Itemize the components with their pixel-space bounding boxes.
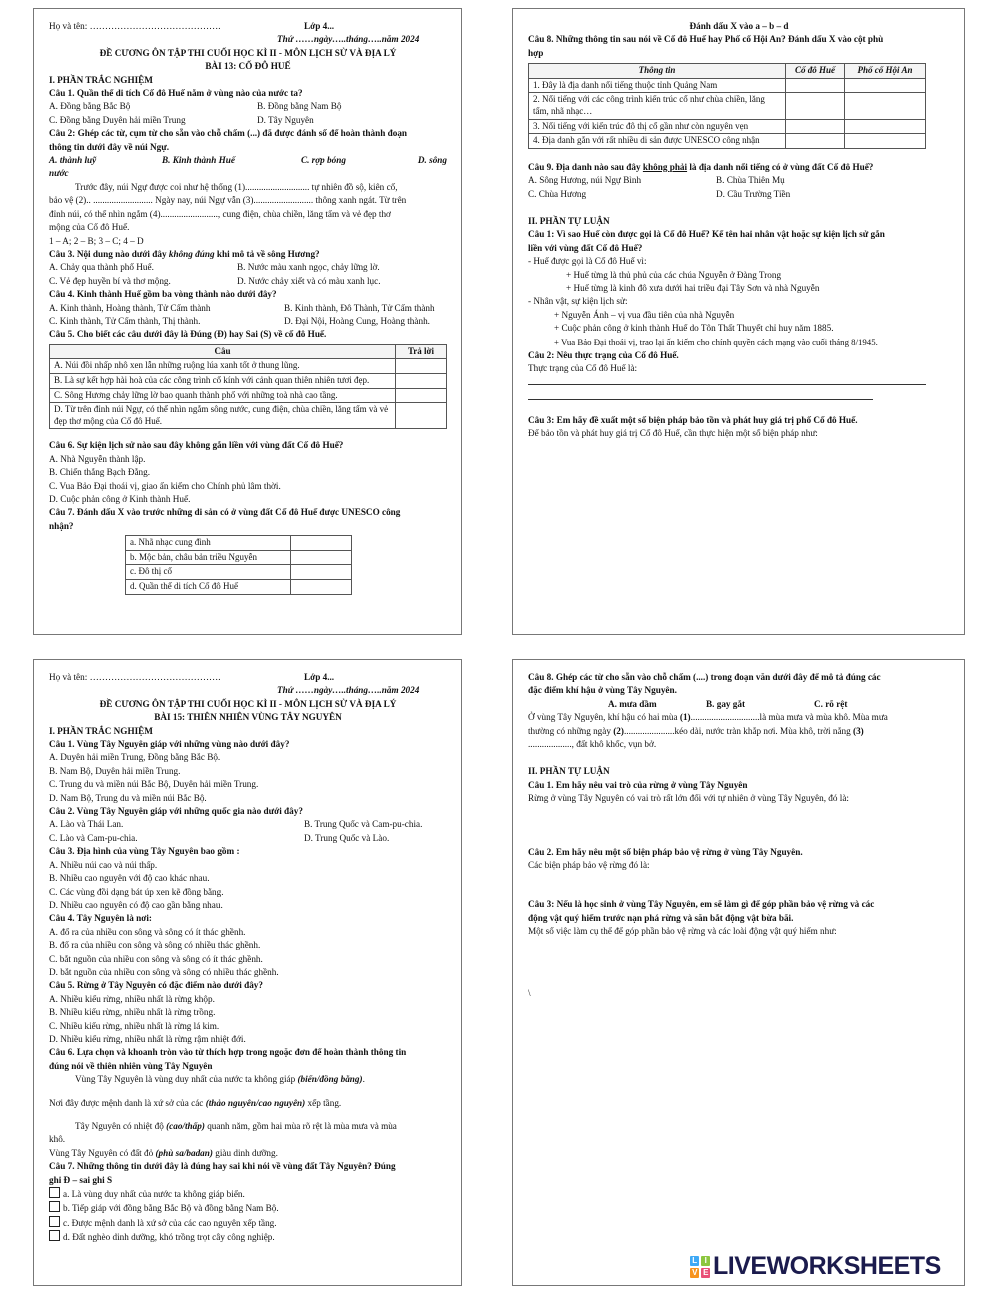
option-b[interactable]: B. Nam Bộ, Duyên hải miền Trung. bbox=[49, 765, 181, 776]
answer-prompt: Thực trạng của Cố đô Huế là: bbox=[528, 363, 638, 374]
student-header bbox=[49, 20, 447, 33]
question-4: Câu 4. Tây Nguyên là nơi: bbox=[49, 913, 152, 924]
liveworksheets-logo[interactable] bbox=[690, 1252, 941, 1281]
answer-note: Đánh dấu X vào a – b – d bbox=[689, 21, 789, 31]
option-d[interactable]: D. Tây Nguyên bbox=[257, 114, 314, 125]
word-option[interactable]: A. thành luỹ bbox=[49, 155, 97, 166]
essay-question-1: Câu 1: Vì sao Huế còn được gọi là Cố đô Huế? Kể tên hai nhân vật hoặc sự kiện lịch sử gắn bbox=[528, 229, 885, 240]
question-6: Câu 6. Lựa chọn và khoanh tròn vào từ thích hợp trong ngoặc đơn để hoàn thành thông tin bbox=[49, 1047, 407, 1058]
answer-line: - Huế được gọi là Cố đô Huế vì: bbox=[528, 256, 647, 267]
answer-line: + Vua Bảo Đại thoái vị, trao lại ấn kiếm cho chính quyền cách mạng vào cuối tháng 8/1945. bbox=[554, 336, 878, 347]
question-6-cont: đúng nói về thiên nhiên vùng Tây Nguyên bbox=[49, 1060, 213, 1071]
answer-line: + Huế từng là thủ phủ của các chúa Nguyễn ở Đàng Trong bbox=[566, 269, 782, 280]
choice-pair[interactable]: (thảo nguyên/cao nguyên) bbox=[205, 1097, 306, 1108]
choice-pair[interactable]: (cao/thấp) bbox=[166, 1121, 205, 1131]
table-header: Thông tin bbox=[529, 64, 786, 79]
essay-question-1: Câu 1. Em hãy nêu vai trò của rừng ở vùng Tây Nguyên bbox=[528, 779, 748, 790]
option-b[interactable]: B. Nhiều cao nguyên với độ cao khác nhau. bbox=[49, 873, 210, 884]
answer-space[interactable] bbox=[528, 939, 950, 987]
question-2-cont: thông tin dưới đây về núi Ngự. bbox=[49, 141, 170, 152]
passage-line: Trước đây, núi Ngự được coi như hệ thống (1)............................ tự nhiên đồ sộ, kiên cố, bbox=[75, 181, 398, 192]
answer-box[interactable] bbox=[49, 1216, 60, 1227]
check-cell[interactable] bbox=[845, 119, 926, 134]
option-b[interactable]: B. đổ ra của nhiều con sông và sông có nhiều thác ghềnh. bbox=[49, 940, 261, 951]
passage-line: mộng của Cố đô Huế. bbox=[49, 222, 130, 233]
student-name-line: Họ và tên: ……………………………………. bbox=[49, 672, 221, 682]
answer-line: - Nhân vật, sự kiện lịch sử: bbox=[528, 296, 628, 307]
option-b[interactable]: B. Chiến thắng Bạch Đằng. bbox=[49, 467, 151, 478]
option-c[interactable]: C. Vua Bảo Đại thoái vị, giao ấn kiếm cho Chính phủ lâm thời. bbox=[49, 480, 281, 491]
option-b[interactable]: B. Chùa Thiên Mụ bbox=[716, 175, 785, 186]
word-option[interactable]: D. sông bbox=[417, 155, 448, 166]
question-5: Câu 5. Cho biết các câu dưới đây là Đúng (Đ) hay Sai (S) về cố đô Huế. bbox=[49, 329, 327, 340]
logo-mark-icon: L I V E bbox=[690, 1256, 710, 1278]
option-b[interactable]: B. Trung Quốc và Cam-pu-chia. bbox=[304, 819, 423, 830]
option-a[interactable]: A. Nhà Nguyễn thành lập. bbox=[49, 453, 146, 464]
word-bank bbox=[528, 698, 950, 711]
option-a[interactable]: A. Đồng bằng Bắc Bộ bbox=[49, 101, 131, 112]
answer-prompt: Rừng ở vùng Tây Nguyên có vai trò rất lớn đối với tự nhiên ở vùng Tây Nguyên, đó là: bbox=[528, 793, 849, 804]
option-a[interactable]: A. Kinh thành, Hoàng thành, Tử Cấm thành bbox=[49, 302, 211, 313]
question-4: Câu 4. Kinh thành Huế gồm ba vòng thành nào dưới đây? bbox=[49, 289, 277, 300]
option-d[interactable]: D. Cầu Trường Tiền bbox=[716, 188, 791, 199]
logo-wordmark: LIVEWORKSHEETS bbox=[713, 1252, 941, 1280]
table-row: B. Là sự kết hợp hài hoà của các công trình cổ kính với cảnh quan thiên nhiên tươi đẹp. bbox=[50, 373, 447, 388]
section-heading: I. PHẦN TRẮC NGHIỆM bbox=[49, 725, 153, 736]
heritage-checklist bbox=[125, 535, 352, 594]
tf-item: b. Tiếp giáp với đồng bằng Bắc Bộ và đồng bằng Nam Bộ. bbox=[49, 1201, 447, 1215]
answer-box[interactable] bbox=[49, 1187, 60, 1198]
choice-pair[interactable]: (biển/đồng bằng) bbox=[297, 1074, 363, 1085]
option-c[interactable]: C. Nhiều kiểu rừng, nhiều nhất là rừng lá kim. bbox=[49, 1020, 220, 1031]
fill-sentence-2: Nơi đây được mệnh danh là xứ sở của các (thảo nguyên/cao nguyên) xếp tầng. bbox=[49, 1097, 342, 1108]
writing-line[interactable] bbox=[528, 376, 926, 385]
answer-cell[interactable] bbox=[396, 388, 447, 403]
word-option[interactable]: A. mưa dầm bbox=[608, 698, 657, 709]
fill-sentence-3: Tây Nguyên có nhiệt độ (cao/thấp) quanh năm, gồm hai mùa rõ rệt là mùa mưa và mùa bbox=[75, 1121, 397, 1131]
option-c[interactable]: C. Vẻ đẹp huyền bí và thơ mộng. bbox=[49, 275, 171, 286]
option-a[interactable]: A. đổ ra của nhiều con sông và sông có ít thác ghềnh. bbox=[49, 926, 246, 937]
question-2: Câu 2: Ghép các từ, cụm từ cho sẵn vào chỗ chấm (...) đã được đánh số để hoàn thành đoạn bbox=[49, 128, 408, 139]
essay-question-3: Câu 3: Em hãy đề xuất một số biện pháp bảo tồn và phát huy giá trị phố Cố đô Huế. bbox=[528, 414, 858, 425]
word-option[interactable]: B. Kinh thành Huế bbox=[161, 155, 235, 166]
essay-question-2: Câu 2: Nêu thực trạng của Cố đô Huế. bbox=[528, 350, 679, 361]
option-d[interactable]: D. Nhiều cao nguyên có độ cao gần bằng nhau. bbox=[49, 899, 223, 910]
essay-question-2: Câu 2. Em hãy nêu một số biện pháp bảo vệ rừng ở vùng Tây Nguyên. bbox=[528, 846, 803, 857]
fill-sentence-3-cont: khô. bbox=[49, 1134, 66, 1145]
question-7-cont: ghi Đ – sai ghi S bbox=[49, 1174, 113, 1185]
passage-line: thường có những ngày (2)......................kéo dài, nước tràn khắp nơi. Mùa khô, trời nắng (3) bbox=[528, 725, 864, 736]
table-header: Trả lời bbox=[396, 344, 447, 359]
option-a[interactable]: A. Nhiều núi cao và núi thấp. bbox=[49, 859, 158, 870]
option-d[interactable]: D. Nước chảy xiết và có màu xanh lục. bbox=[237, 275, 381, 286]
option-d[interactable]: D. Cuộc phản công ở Kinh thành Huế. bbox=[49, 493, 191, 504]
answer-space[interactable] bbox=[528, 806, 950, 846]
option-d[interactable]: D. Nhiều kiểu rừng, nhiều nhất là rừng rậm nhiệt đới. bbox=[49, 1033, 246, 1044]
question-3: Câu 3. Địa hình của vùng Tây Nguyên bao gồm : bbox=[49, 846, 240, 857]
question-6: Câu 6. Sự kiện lịch sử nào sau đây không gắn liền với vùng đất Cố đô Huế? bbox=[49, 440, 344, 451]
table-row: a. Nhã nhạc cung đình bbox=[126, 536, 352, 551]
fill-sentence-4: Vùng Tây Nguyên có đất đỏ (phù sa/badan) giàu dinh dưỡng. bbox=[49, 1147, 278, 1158]
question-7: Câu 7. Những thông tin dưới đây là đúng hay sai khi nói về vùng đất Tây Nguyên? Đúng bbox=[49, 1161, 396, 1172]
student-header bbox=[49, 671, 447, 684]
option-b[interactable]: B. Kinh thành, Đô Thành, Tử Cấm thành bbox=[284, 302, 435, 313]
table-row: b. Mộc bản, châu bản triều Nguyễn bbox=[126, 550, 352, 565]
table-header: Câu bbox=[50, 344, 396, 359]
writing-line[interactable] bbox=[528, 385, 873, 400]
table-row: d. Quần thể di tích Cố đô Huế bbox=[126, 579, 352, 594]
essay-question-3: Câu 3: Nếu là học sinh ở vùng Tây Nguyên, em sẽ làm gì để góp phần bảo vệ rừng và các bbox=[528, 899, 875, 910]
answer-prompt: Một số việc làm cụ thể để góp phần bảo vệ rừng và các loài động vật quý hiếm như: bbox=[528, 926, 837, 937]
word-option-cont: nước bbox=[49, 168, 69, 179]
option-b[interactable]: B. Nhiều kiểu rừng, nhiều nhất là rừng trồng. bbox=[49, 1007, 216, 1018]
choice-pair[interactable]: (phù sa/badan) bbox=[155, 1147, 213, 1158]
classify-table bbox=[528, 63, 926, 149]
worksheet-title: ĐỀ CƯƠNG ÔN TẬP THI CUỐI HỌC KÌ II - MÔN LỊCH SỬ VÀ ĐỊA LÝ bbox=[99, 47, 397, 58]
table-row: 3. Nổi tiếng với kiến trúc đô thị cổ gần như còn nguyên vẹn bbox=[529, 119, 926, 134]
word-option[interactable]: C. rợp bóng bbox=[300, 155, 346, 166]
question-7-cont: nhận? bbox=[49, 520, 74, 531]
question-1: Câu 1. Vùng Tây Nguyên giáp với những vùng nào dưới đây? bbox=[49, 739, 290, 750]
student-name-line: Họ và tên: ……………………………………. bbox=[49, 21, 221, 31]
passage-line: ..................., đất khô khốc, vụn bở. bbox=[528, 739, 657, 750]
essay-question-1-cont: liền với vùng đất Cố đô Huế? bbox=[528, 242, 643, 253]
question-8: Câu 8. Ghép các từ cho sẵn vào chỗ chấm (....) trong đoạn văn dưới đây để mô tả đúng các bbox=[528, 672, 881, 682]
answer-line: + Huế từng là kinh đô xưa dưới hai triều đại Tây Sơn và nhà Nguyễn bbox=[566, 283, 820, 294]
option-b[interactable]: B. Nước màu xanh ngọc, chảy lững lờ. bbox=[237, 262, 380, 273]
option-d[interactable]: D. bắt nguồn của nhiều con sông và sông có nhiều thác ghềnh. bbox=[49, 966, 279, 977]
check-cell[interactable] bbox=[786, 134, 845, 149]
date-line: Thứ ……ngày…..tháng…..năm 2024 bbox=[277, 685, 420, 696]
section-heading: II. PHẦN TỰ LUẬN bbox=[528, 216, 610, 226]
tf-item: a. Là vùng duy nhất của nước ta không giáp biển. bbox=[49, 1187, 447, 1201]
question-9: Câu 9. Địa danh nào sau đây không phải là địa danh nổi tiếng có ở vùng đất Cố đô Huế? bbox=[528, 161, 874, 172]
worksheet-page-hue-1 bbox=[33, 8, 462, 635]
passage-line: đỉnh núi, có thể nhìn ngắm (4)........................., cung điện, chùa chiền, lăng tẩm và vẻ đẹp thơ bbox=[49, 208, 391, 219]
option-c[interactable]: C. Chùa Hương bbox=[528, 188, 587, 199]
option-b[interactable]: B. Đồng bằng Nam Bộ bbox=[257, 101, 342, 112]
answer-box[interactable] bbox=[49, 1230, 60, 1241]
answer-prompt: Các biện pháp bảo vệ rừng đó là: bbox=[528, 860, 650, 871]
passage-line: bảo vệ (2).. .......................... Ngày nay, núi Ngự vẫn (3).......................... thông xanh ngát. Từ trên bbox=[49, 195, 407, 206]
stray-mark: \ bbox=[528, 987, 531, 998]
option-c[interactable]: C. Đồng bằng Duyên hải miền Trung bbox=[49, 114, 186, 125]
option-a[interactable]: A. Chảy qua thành phố Huế. bbox=[49, 262, 154, 273]
lesson-title: BÀI 13: CỐ ĐÔ HUẾ bbox=[205, 61, 291, 72]
option-a[interactable]: A. Duyên hải miền Trung, Đồng bằng Bắc Bộ. bbox=[49, 752, 221, 763]
worksheet-page-taynguyen-2 bbox=[512, 659, 965, 1286]
tf-item: c. Được mệnh danh là xứ sở của các cao nguyên xếp tầng. bbox=[49, 1216, 447, 1230]
question-8: Câu 8. Những thông tin sau nói về Cố đô Huế hay Phố cổ Hội An? Đánh dấu X vào cột phù bbox=[528, 34, 884, 45]
option-d[interactable]: D. Trung Quốc và Lào. bbox=[304, 832, 390, 843]
check-cell[interactable] bbox=[291, 579, 352, 594]
lesson-title: BÀI 15: THIÊN NHIÊN VÙNG TÂY NGUYÊN bbox=[154, 712, 342, 723]
option-d[interactable]: D. Đại Nội, Hoàng Cung, Hoàng thành. bbox=[284, 315, 430, 326]
fill-sentence-1: Vùng Tây Nguyên là vùng duy nhất của nước ta không giáp (biển/đồng bằng). bbox=[75, 1074, 365, 1085]
question-1: Câu 1. Quần thể di tích Cố đô Huế nằm ở vùng nào của nước ta? bbox=[49, 88, 303, 99]
question-8-cont: đặc điểm khí hậu ở vùng Tây Nguyên. bbox=[528, 685, 677, 696]
answer-key: 1 – A; 2 – B; 3 – C; 4 – D bbox=[49, 235, 144, 246]
table-header: Phố cổ Hội An bbox=[845, 64, 926, 79]
table-row: C. Sông Hương chảy lững lờ bao quanh thành phố với những toà nhà cao tầng. bbox=[50, 388, 447, 403]
worksheet-page-taynguyen-1 bbox=[33, 659, 462, 1286]
check-cell[interactable] bbox=[845, 93, 926, 119]
question-8-cont: hợp bbox=[528, 47, 544, 58]
class-label: Lớp 4... bbox=[304, 672, 335, 682]
class-label: Lớp 4... bbox=[304, 21, 335, 31]
check-cell[interactable] bbox=[845, 134, 926, 149]
check-cell[interactable] bbox=[845, 78, 926, 93]
true-false-table bbox=[49, 344, 447, 430]
check-cell[interactable] bbox=[786, 93, 845, 119]
table-row: A. Núi đồi nhấp nhô xen lẫn những ruộng lúa xanh tốt ở thung lũng. bbox=[50, 359, 447, 374]
question-3: Câu 3. Nội dung nào dưới đây không đúng khi mô tả về sông Hương? bbox=[49, 248, 320, 259]
worksheet-title: ĐỀ CƯƠNG ÔN TẬP THI CUỐI HỌC KÌ II - MÔN LỊCH SỬ VÀ ĐỊA LÝ bbox=[99, 698, 397, 709]
date-line: Thứ ……ngày…..tháng…..năm 2024 bbox=[277, 34, 420, 45]
option-c[interactable]: C. Các vùng đồi dạng bát úp xen kẽ đồng bằng. bbox=[49, 886, 224, 897]
check-cell[interactable] bbox=[291, 550, 352, 565]
section-heading: I. PHẦN TRẮC NGHIỆM bbox=[49, 74, 153, 85]
option-c[interactable]: C. Kinh thành, Tử Cấm thành, Thị thành. bbox=[49, 315, 201, 326]
answer-cell[interactable] bbox=[396, 359, 447, 374]
word-bank bbox=[49, 154, 447, 167]
check-cell[interactable] bbox=[291, 536, 352, 551]
table-row: c. Đô thị cổ bbox=[126, 565, 352, 580]
answer-space[interactable] bbox=[528, 872, 950, 898]
table-row: 1. Đây là địa danh nổi tiếng thuộc tỉnh Quảng Nam bbox=[529, 78, 926, 93]
answer-line: + Nguyễn Ánh – vị vua đầu tiên của nhà Nguyễn bbox=[554, 309, 735, 320]
answer-cell[interactable] bbox=[396, 373, 447, 388]
option-d[interactable]: D. Nam Bộ, Trung du và miền núi Bắc Bộ. bbox=[49, 792, 207, 803]
worksheet-page-hue-2 bbox=[512, 8, 965, 635]
essay-question-3-cont: động vật quý hiếm trước nạn phá rừng và săn bắt động vật bừa bãi. bbox=[528, 912, 794, 923]
question-2: Câu 2. Vùng Tây Nguyên giáp với những quốc gia nào dưới đây? bbox=[49, 806, 303, 817]
option-a[interactable]: A. Lào và Thái Lan. bbox=[49, 819, 124, 830]
check-cell[interactable] bbox=[786, 78, 845, 93]
option-a[interactable]: A. Sông Hương, núi Ngự Bình bbox=[528, 175, 642, 186]
word-option[interactable]: B. gay gắt bbox=[706, 698, 746, 709]
option-c[interactable]: C. Lào và Cam-pu-chia. bbox=[49, 832, 138, 843]
question-5: Câu 5. Rừng ở Tây Nguyên có đặc điểm nào dưới đây? bbox=[49, 980, 263, 991]
tf-item: d. Đất nghèo dinh dưỡng, khó trồng trọt cây công nghiệp. bbox=[49, 1230, 447, 1244]
check-cell[interactable] bbox=[291, 565, 352, 580]
option-c[interactable]: C. Trung du và miền núi Bắc Bộ, Duyên hải miền Trung. bbox=[49, 779, 259, 790]
check-cell[interactable] bbox=[786, 119, 845, 134]
passage-line: Ở vùng Tây Nguyên, khí hậu có hai mùa (1)..............................là mùa mưa và mùa khô. Mùa mưa bbox=[528, 712, 888, 723]
table-row: 2. Nổi tiếng với các công trình kiến trúc cổ như chùa chiền, lăng tẩm, nhã nhạc… bbox=[529, 93, 926, 119]
table-row: D. Từ trên đỉnh núi Ngự, có thể nhìn ngắm sông nước, cung điện, chùa chiền, lăng tẩm và vẻ đẹp thơ mộng của Cố đô Huế. bbox=[50, 403, 447, 429]
answer-box[interactable] bbox=[49, 1201, 60, 1212]
section-heading: II. PHẦN TỰ LUẬN bbox=[528, 766, 610, 777]
option-a[interactable]: A. Nhiều kiểu rừng, nhiều nhất là rừng khộp. bbox=[49, 993, 215, 1004]
option-c[interactable]: C. bắt nguồn của nhiều con sông và sông có ít thác ghềnh. bbox=[49, 953, 263, 964]
answer-cell[interactable] bbox=[396, 403, 447, 429]
answer-prompt: Để bảo tồn và phát huy giá trị Cố đô Huế, cần thực hiện một số biện pháp như: bbox=[528, 428, 818, 439]
answer-line: + Cuộc phản công ở kinh thành Huế do Tôn Thất Thuyết chỉ huy năm 1885. bbox=[554, 323, 834, 334]
table-header: Cố đô Huế bbox=[786, 64, 845, 79]
word-option[interactable]: C. rõ rệt bbox=[814, 698, 848, 709]
table-row: 4. Địa danh gắn với rất nhiều di sản được UNESCO công nhận bbox=[529, 134, 926, 149]
question-7: Câu 7. Đánh dấu X vào trước những di sản có ở vùng đất Cố đô Huế được UNESCO công bbox=[49, 507, 401, 518]
